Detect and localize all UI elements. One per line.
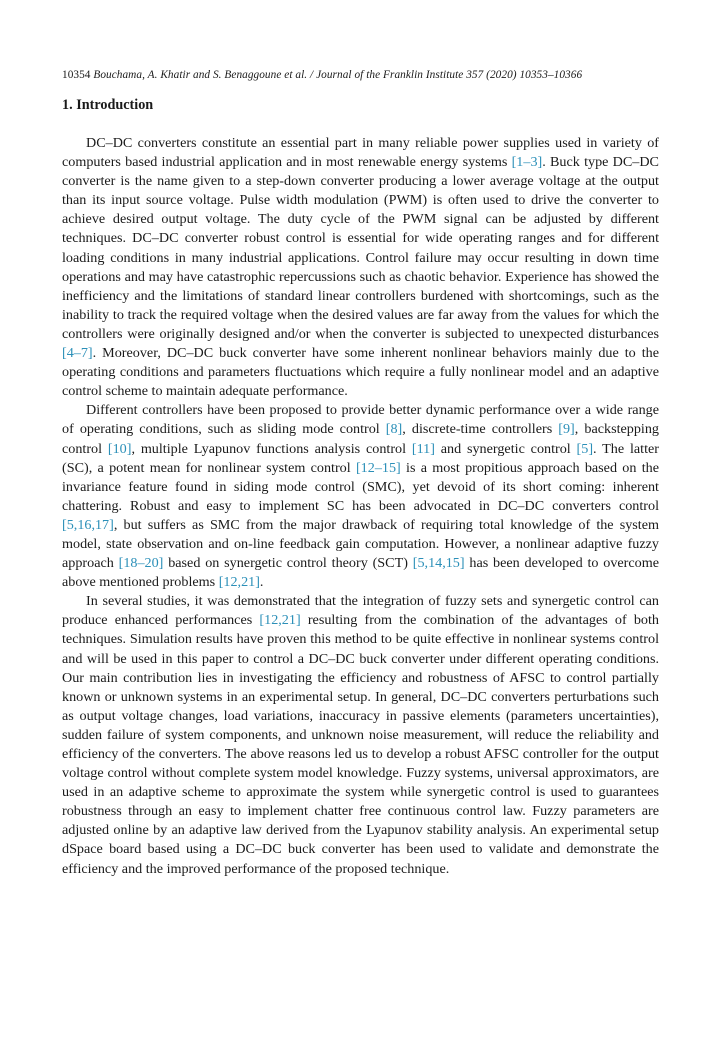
body-text-run: . The latter (SC), a potent mean for nonlinear system control bbox=[62, 440, 660, 476]
body-text bbox=[62, 134, 659, 879]
citation-link[interactable]: [12,21] bbox=[259, 612, 301, 629]
citation-link[interactable]: [11] bbox=[411, 440, 435, 457]
paragraph-2 bbox=[62, 401, 659, 592]
body-text-run: DC–DC converters constitute an essential part in many reliable power supplies used in variety of computers based industrial application and in most renewable energy systems bbox=[62, 135, 659, 171]
body-text-run: resulting from the combination of the advantages of both techniques. Simulation results have proven this method to be quite effective in nonlinear systems control and will be used in this paper to control a DC–DC buck converter under different operating conditions. Our main contribution lies in investigating the efficiency and robustness of AFSC to control partially known or unknown systems in an experimental setup. In general, DC–DC converters perturbations such as output voltage changes, load variations, inaccuracy in passive elements (parameters uncertainties), sudden failure of system components, and unknown noise measurement, will reduce the reliability and efficiency of the converters. The above reasons led us to develop a robust AFSC controller for the output voltage control without complete system model knowledge. Fuzzy systems, universal approximators, are used in an adaptive scheme to approximate the system while synergetic control is used to guarantees robustness through an easy to implement chatter free continuous control law. Fuzzy parameters are adjusted online by an adaptive law derived from the Lyapunov stability analysis. An experimental setup dSpace board based using a DC–DC buck converter has been used to validate and demonstrate the efficiency and the improved performance of the proposed technique. bbox=[62, 612, 660, 877]
citation-link[interactable]: [12,21] bbox=[218, 574, 260, 591]
citation-link[interactable]: [4–7] bbox=[62, 345, 93, 362]
body-text-run: . Buck type DC–DC converter is the name given to a step-down converter producing a lower average voltage at the output than its input source voltage. Pulse width modulation (PWM) is often used to drive the converter to achieve desired output voltage. The duty cycle of the PWM signal can be adjusted by different techniques. DC–DC converter robust control is essential for wide operating ranges and for different loading conditions in many industrial applications. Control failure may occur resulting in down time operations and may have catastrophic repercussions such as chaotic behavior. Experience has showed the inefficiency and the limitations of standard linear controllers burdened with shortcomings, such as the inability to track the required voltage when the desired values are far away from the values for which the controllers were originally designed and/or when the converter is subjected to unexpected disturbances bbox=[62, 154, 659, 342]
body-text-run: , backstepping control bbox=[62, 421, 659, 457]
citation-link[interactable]: [5,16,17] bbox=[62, 516, 114, 533]
citation-link[interactable]: [9] bbox=[558, 421, 575, 438]
body-text-run: has been developed to overcome above mentioned problems bbox=[62, 555, 660, 591]
citation-link[interactable]: [1–3] bbox=[511, 154, 543, 171]
citation-link[interactable]: [10] bbox=[107, 440, 132, 457]
citation-link[interactable]: [18–20] bbox=[118, 555, 164, 572]
paragraph-1 bbox=[62, 134, 659, 401]
page-number: 10354 bbox=[62, 69, 91, 81]
citation-link[interactable]: [5,14,15] bbox=[412, 555, 465, 572]
citation-link[interactable]: [8] bbox=[385, 421, 403, 438]
body-text-run: and synergetic control bbox=[434, 440, 577, 457]
running-header bbox=[62, 69, 659, 81]
body-text-run: , discrete-time controllers bbox=[402, 421, 559, 438]
body-text-run: Different controllers have been proposed to provide better dynamic performance over a wide range of operating conditions, such as sliding mode control bbox=[62, 402, 659, 438]
body-text-run: is a most propitious approach based on the invariance feature found in siding mode control (SMC), yet devoid of its short coming: inherent chattering. Robust and easy to implement SC has been advocated in DC–DC converters control bbox=[62, 459, 659, 514]
paragraph-3 bbox=[62, 592, 659, 878]
body-text-run: , multiple Lyapunov functions analysis control bbox=[131, 440, 412, 457]
body-text-run: . Moreover, DC–DC buck converter have some inherent nonlinear behaviors mainly due to the operating conditions and parameters fluctuations which require a fully nonlinear model and an adaptive control scheme to maintain adequate performance. bbox=[62, 345, 659, 400]
body-text-run: In several studies, it was demonstrated that the integration of fuzzy sets and synergetic control can produce enhanced performances bbox=[62, 593, 659, 629]
body-text-run: based on synergetic control theory (SCT) bbox=[163, 555, 413, 572]
citation-link[interactable]: [12–15] bbox=[355, 459, 401, 476]
citation-link[interactable]: [5] bbox=[576, 440, 594, 457]
section-heading: 1. Introduction bbox=[62, 97, 154, 113]
journal-citation: Bouchama, A. Khatir and S. Benaggoune et al. / Journal of the Franklin Institute 357 (2020) 10353–10366 bbox=[93, 69, 583, 81]
body-text-run: , but suffers as SMC from the major drawback of requiring total knowledge of the system model, state observation and on-line feedback gain computation. However, a nonlinear adaptive fuzzy approach bbox=[62, 516, 659, 572]
body-text-run: . bbox=[259, 574, 264, 591]
